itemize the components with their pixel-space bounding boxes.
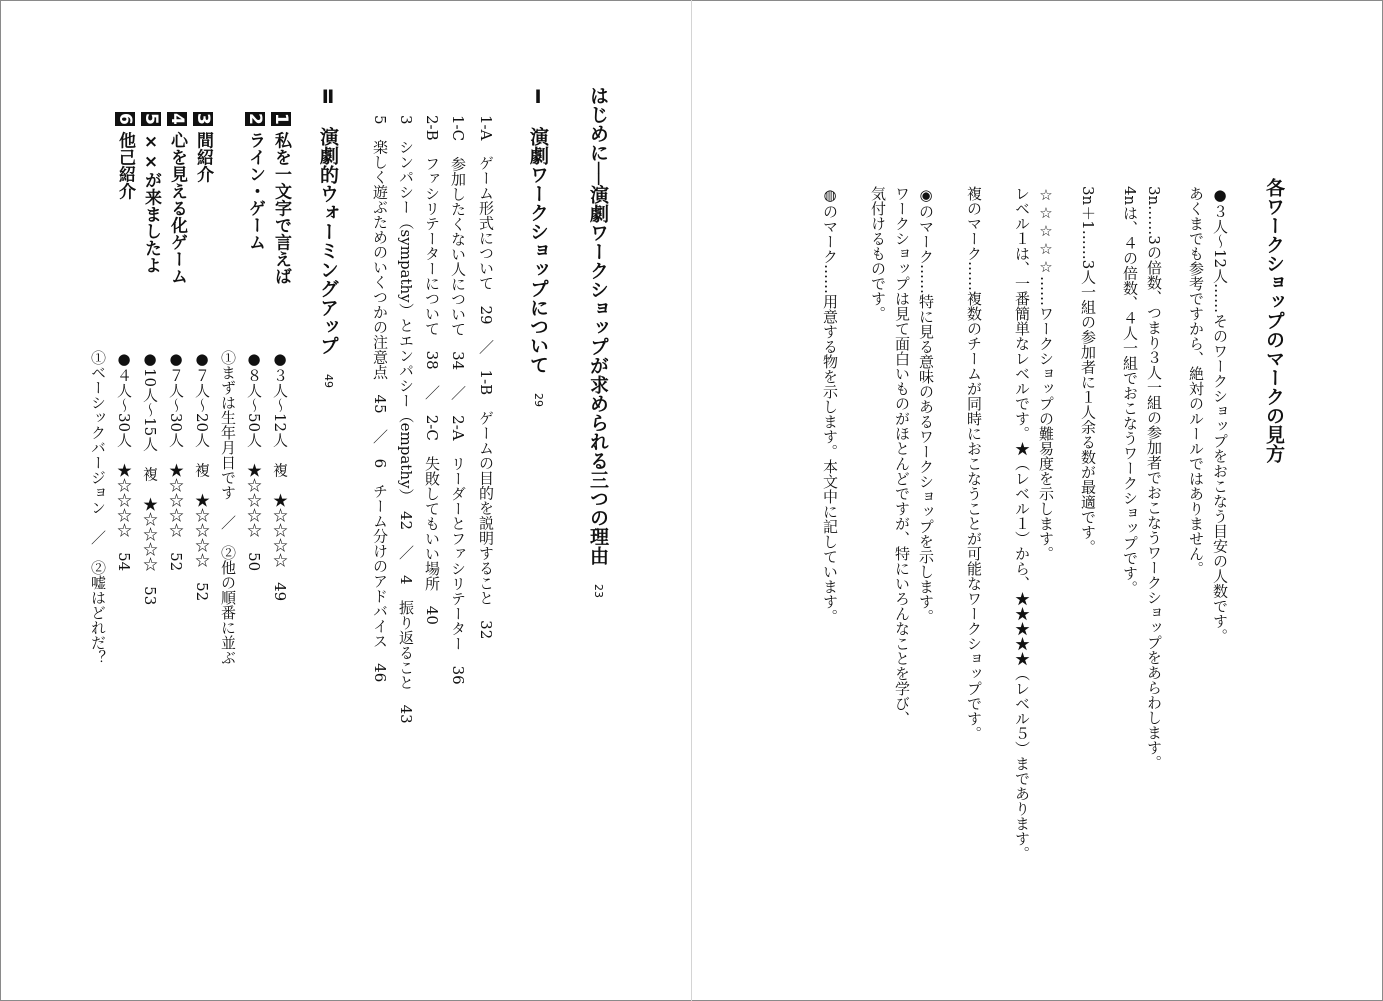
toc-intro-label: はじめに──演劇ワークショップが求められる三つの理由: [587, 86, 609, 565]
toc-item-5-detail: ●10人〜15人 複 ★☆☆☆☆ 53: [141, 350, 159, 606]
page-spine: [691, 0, 692, 1001]
legend-title: 各ワークショップのマークの見方: [1263, 178, 1285, 463]
toc-5: 5 楽しく遊ぶためのいくつかの注意点 45 ／ 6 チーム分けのアドバイス 46: [371, 115, 389, 683]
toc-item-6-sub: ①ベーシックバージョン ／ ②嘘はどれだ？: [89, 350, 107, 665]
toc-item-6-detail: ●４人〜30人 ★☆☆☆☆ 54: [115, 350, 133, 572]
toc-item-2-no: 2: [245, 113, 265, 125]
legend-line-4n: 4nは、４の倍数、４人一組でおこなうワークショップです。: [1121, 186, 1139, 596]
toc-item-1-detail: ●３人〜12人 複 ★☆☆☆☆ 49: [271, 350, 289, 602]
legend-line-stars: ☆☆☆☆☆……ワークショップの難易度を示します。: [1037, 186, 1055, 561]
toc-intro-page: 23: [592, 583, 605, 598]
legend-line-fuku-mark: 複のマーク……複数のチームが同時におこなうことが可能なワークショップです。: [965, 186, 983, 741]
toc-item-2-detail: ●８人〜50人 ★☆☆☆☆ 50: [245, 350, 263, 572]
toc-chapter-2-label: Ⅱ 演劇的ウォーミングアップ: [317, 86, 339, 355]
toc-1-c: 1-C 参加したくない人について 34 ／ 2-A リーダーとファシリテーター 36: [449, 115, 467, 685]
toc-item-4-label: 心を見える化ゲーム: [167, 131, 187, 285]
legend-line-tools-mark: ◍のマーク……用意する物を示します。本文中に記しています。: [821, 186, 839, 624]
legend-line-3n1: 3n＋1……3人一組の参加者に１人余る数が最適です。: [1079, 186, 1097, 555]
toc-item-1-no: 1: [271, 113, 291, 125]
toc-1-a: 1-A ゲーム形式について 29 ／ 1-B ゲームの目的を説明すること 32: [477, 115, 495, 640]
toc-item-3-label: 間紹介: [193, 131, 213, 183]
toc-item-6-no: 6: [115, 113, 135, 125]
toc-item-5-no: 5: [141, 113, 161, 125]
toc-item-2-sub: ①まずは生年月日です ／ ②他の順番に並ぶ: [219, 350, 237, 665]
toc-item-6-label: 他己紹介: [115, 131, 135, 200]
toc-item-2-title: [246, 112, 263, 312]
legend-line-level: レベル１は、一番簡単なレベルです。★（レベル１）から、★★★★★（レベル５）まであります。: [1013, 186, 1031, 861]
legend-line-people-note: あくまでも参考ですから、絶対のルールではありません。: [1187, 186, 1205, 576]
toc-2-b: 2-B ファシリテーターについて 38 ／ 2-C 失敗してもいい場所 40: [423, 115, 441, 625]
toc-item-4-no: 4: [167, 113, 187, 125]
toc-item-5-label: ××が来ましたよ: [141, 131, 161, 274]
legend-line-eye-detail: ワークショップは見て面白いものがほとんどですが、特にいろんなことを学び、: [893, 186, 911, 726]
toc-chapter-1: [528, 86, 547, 416]
toc-item-1-title: [272, 112, 289, 312]
toc-item-3-detail: ●７人〜20人 複 ★☆☆☆☆ 52: [193, 350, 211, 602]
toc-item-5-title: [142, 112, 159, 312]
legend-line-3n: 3n……3の倍数、つまり３人一組の参加者でおこなうワークショップをあらわします。: [1145, 186, 1163, 770]
toc-intro: [588, 86, 607, 626]
legend-line-eye-detail-2: 気付けるものです。: [869, 186, 887, 321]
toc-item-3-no: 3: [193, 113, 213, 125]
toc-item-2-label: ライン・ゲーム: [245, 131, 265, 251]
toc-item-4-title: [168, 112, 185, 312]
legend-line-eye-mark: ◉のマーク……特に見る意味のあるワークショップを示します。: [917, 186, 935, 624]
toc-3: 3 シンパシー（sympathy）とエンパシー（empathy） 42 ／ 4 振り返ること 43: [397, 115, 415, 724]
toc-item-1-label: 私を一文字で言えば: [271, 131, 291, 285]
toc-chapter-1-label: Ⅰ 演劇ワークショップについて: [527, 86, 549, 374]
toc-item-6-title: [116, 112, 133, 312]
toc-chapter-2-page: 49: [322, 373, 335, 388]
toc-item-3-title: [194, 112, 211, 312]
toc-chapter-2: [318, 86, 337, 386]
legend-line-people: ●３人〜12人……そのワークショップをおこなう目安の人数です。: [1211, 186, 1229, 644]
toc-chapter-1-page: 29: [532, 392, 545, 407]
toc-item-4-detail: ●７人〜30人 ★☆☆☆☆ 52: [167, 350, 185, 572]
